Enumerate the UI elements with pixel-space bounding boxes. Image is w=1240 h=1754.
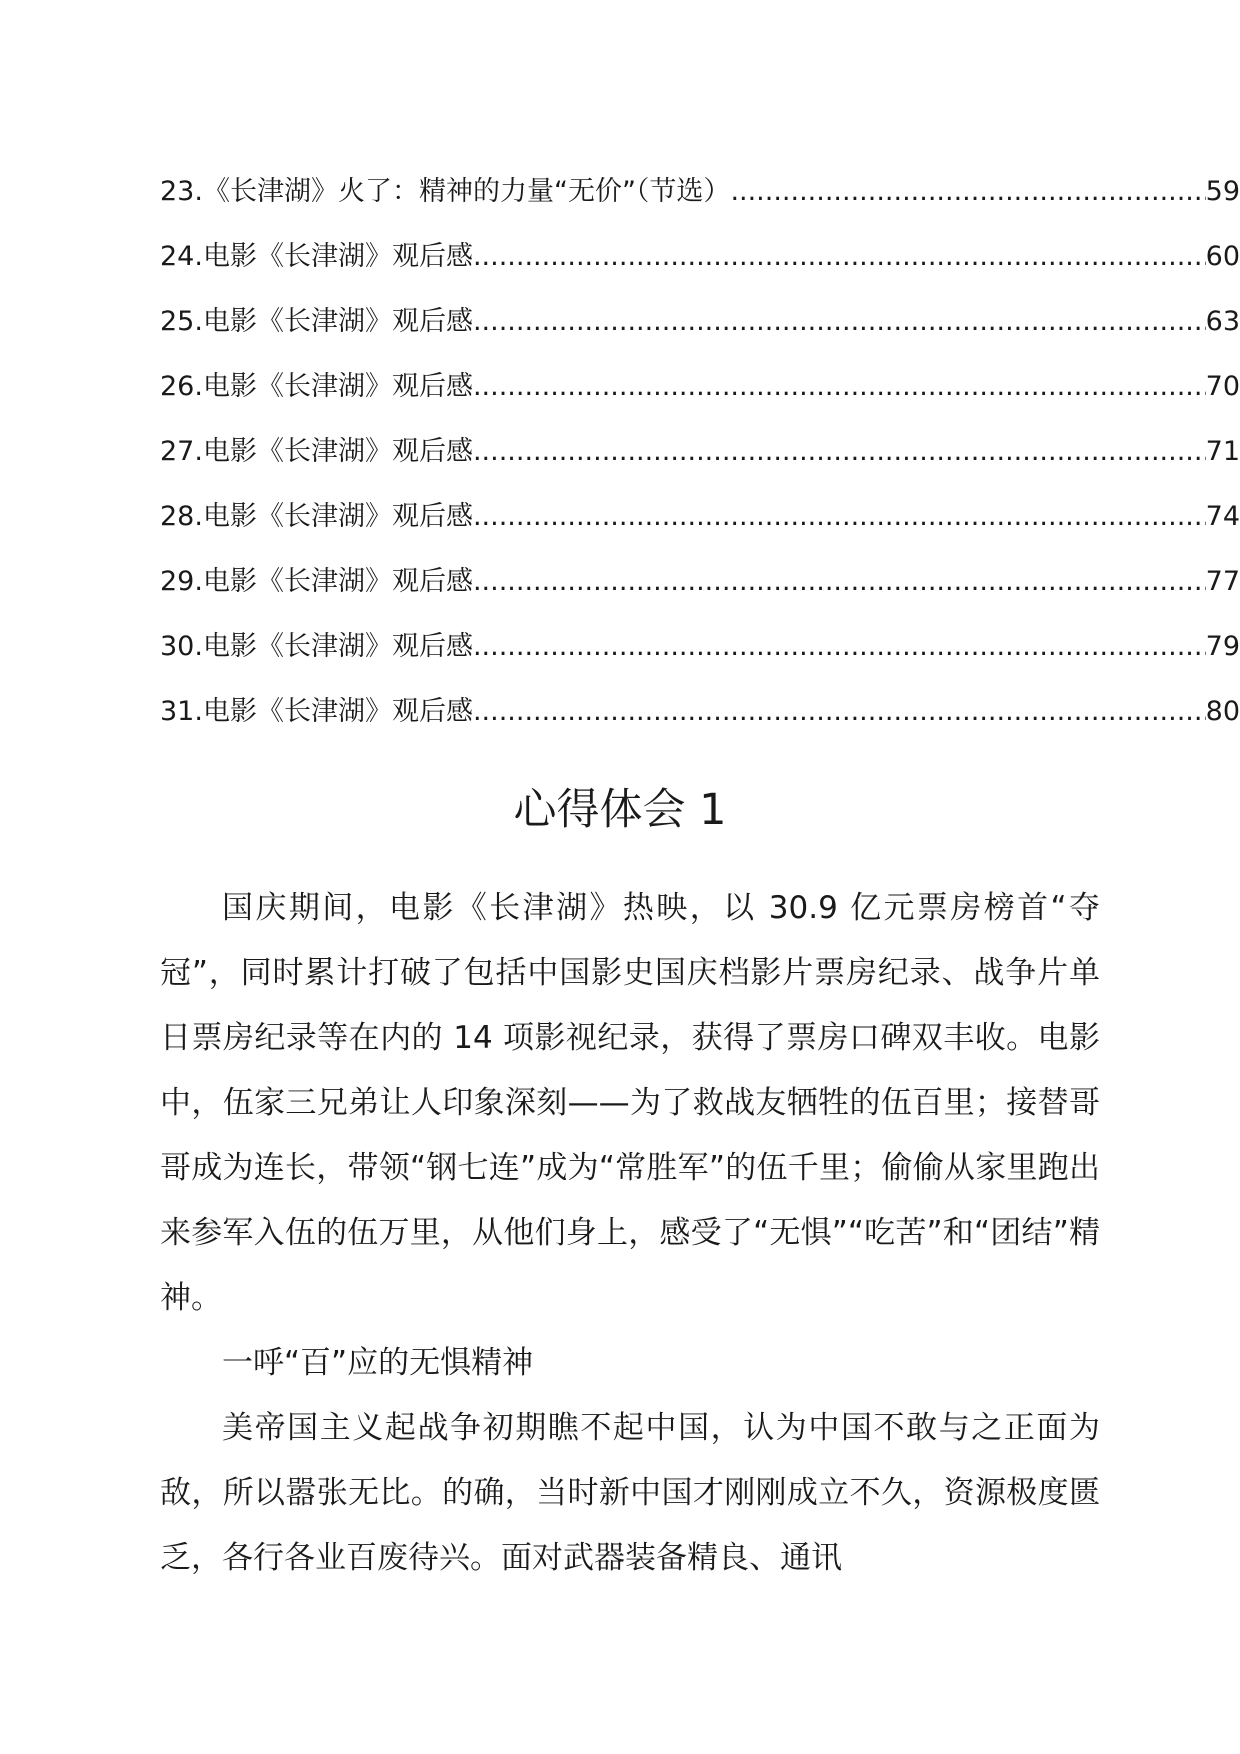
toc-dot-leader <box>473 237 1206 277</box>
toc-entry-title: 电影《长津湖》观后感 <box>202 371 473 402</box>
toc-dot-leader <box>473 497 1206 537</box>
toc-entry[interactable] <box>160 627 1240 692</box>
toc-entry-page: 71 <box>1205 436 1240 467</box>
toc-entry[interactable] <box>160 172 1240 237</box>
toc-entry-page: 59 <box>1205 176 1240 207</box>
toc-dot-leader <box>473 432 1206 472</box>
toc-entry[interactable] <box>160 302 1240 367</box>
toc-entry-page: 74 <box>1205 501 1240 532</box>
toc-entry-page: 70 <box>1205 371 1240 402</box>
toc-entry-page: 60 <box>1205 241 1240 272</box>
toc-entry-number: 25. <box>160 306 203 337</box>
toc-entry-number: 28. <box>160 501 203 532</box>
toc-entry-number: 23. <box>160 176 203 207</box>
toc-entry-number: 31. <box>160 696 203 727</box>
toc-entry-number: 29. <box>160 566 203 597</box>
toc-entry-page: 80 <box>1205 696 1240 727</box>
paragraph: 国庆期间，电影《长津湖》热映，以 30.9 亿元票房榜首“夺冠”，同时累计打破了包括中国影史国庆档影片票房纪录、战争片单日票房纪录等在内的 14 项影视纪录，获得了票房口碑双丰收。电影中，伍家三兄弟让人印象深刻——为了救战友牺牲的伍百里；接替哥哥成为连长，带领“钢七连”成为“常胜军”的伍千里；偷偷从家里跑出来参军入伍的伍万里，从他们身上，感受了“无惧”“吃苦”和“团结”精神。 <box>160 890 1100 1316</box>
toc-entry[interactable] <box>160 432 1240 497</box>
toc-entry-number: 24. <box>160 241 203 272</box>
toc-entry[interactable] <box>160 692 1240 757</box>
toc-entry-title: 电影《长津湖》观后感 <box>202 696 473 727</box>
toc-entry-number: 27. <box>160 436 203 467</box>
toc-entry-title: 电影《长津湖》观后感 <box>202 631 473 662</box>
section-title: 心得体会 1 <box>513 785 727 835</box>
toc-entry[interactable] <box>160 237 1240 302</box>
toc-dot-leader <box>473 627 1206 667</box>
toc-dot-leader <box>473 302 1206 342</box>
toc-entry-title: 电影《长津湖》观后感 <box>202 306 473 337</box>
toc-entry-title: 电影《长津湖》观后感 <box>202 501 473 532</box>
paragraph: 美帝国主义起战争初期瞧不起中国，认为中国不敢与之正面为敌，所以嚣张无比。的确，当时新中国才刚刚成立不久，资源极度匮乏，各行各业百废待兴。面对武器装备精良、通讯 <box>160 1410 1100 1576</box>
toc-dot-leader <box>473 562 1206 602</box>
toc-entry-number: 26. <box>160 371 203 402</box>
toc-entry-page: 79 <box>1205 631 1240 662</box>
toc-entry[interactable] <box>160 497 1240 562</box>
toc-entry-title: 电影《长津湖》观后感 <box>202 436 473 467</box>
subheading: 一呼“百”应的无惧精神 <box>222 1345 534 1381</box>
toc-entry-title: 《长津湖》火了：精神的力量“无价”（节选） <box>202 176 731 207</box>
toc-entry-page: 63 <box>1205 306 1240 337</box>
toc-entry-page: 77 <box>1205 566 1240 597</box>
toc-entry[interactable] <box>160 367 1240 432</box>
toc-dot-leader <box>730 172 1205 212</box>
toc-entry-number: 30. <box>160 631 203 662</box>
toc-entry-title: 电影《长津湖》观后感 <box>202 241 473 272</box>
table-of-contents <box>160 172 1240 757</box>
article-body <box>160 876 1100 1591</box>
toc-entry[interactable] <box>160 562 1240 627</box>
toc-entry-title: 电影《长津湖》观后感 <box>202 566 473 597</box>
toc-dot-leader <box>473 692 1206 732</box>
toc-dot-leader <box>473 367 1206 407</box>
